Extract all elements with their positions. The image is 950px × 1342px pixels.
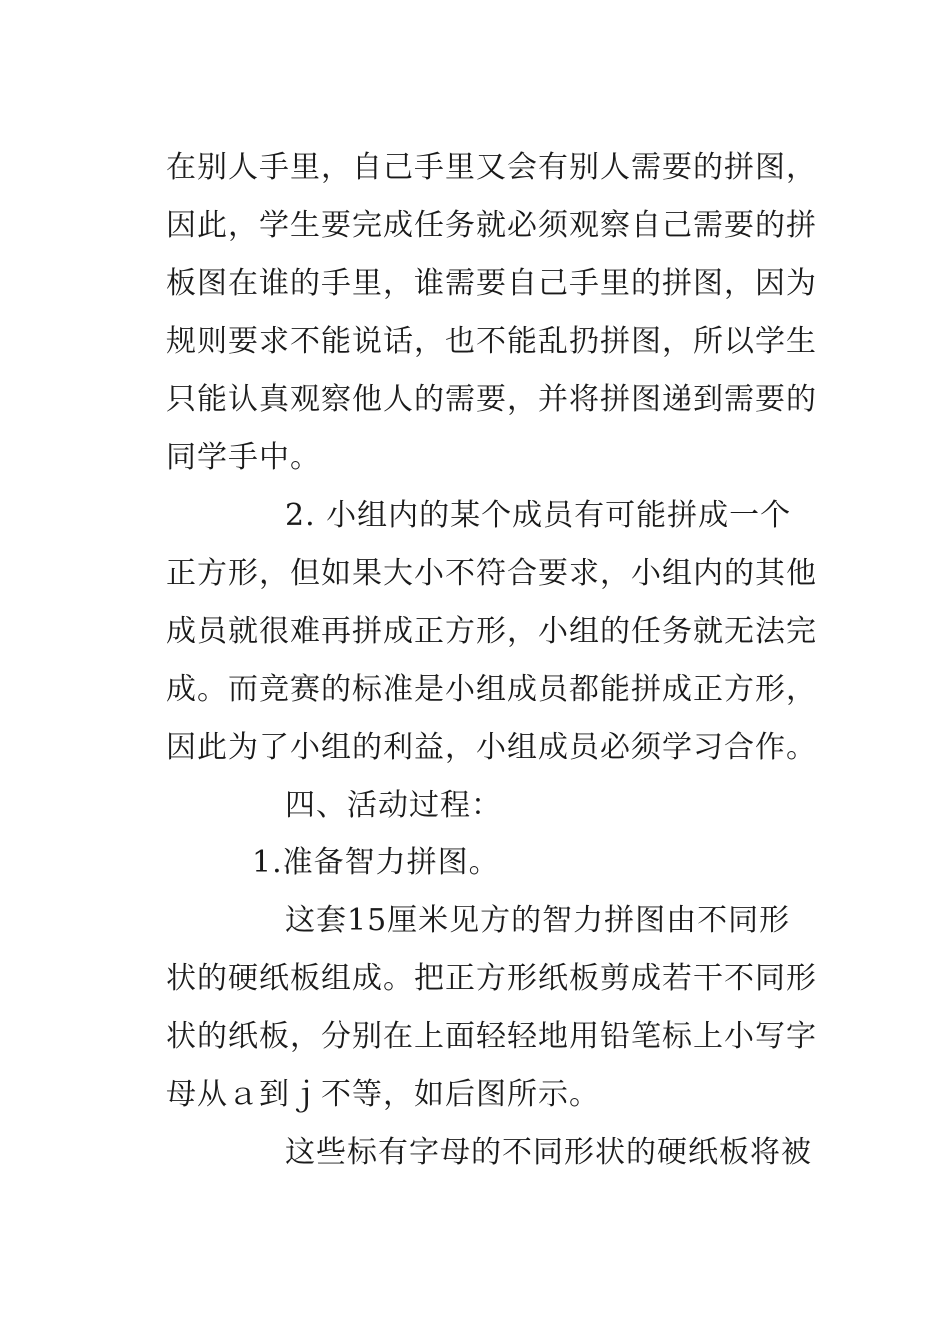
paragraph-line: 因此，学生要完成任务就必须观察自己需要的拼 [166, 208, 817, 243]
paragraph-line: 板图在谁的手里，谁需要自己手里的拼图，因为 [166, 266, 817, 301]
paragraph-line: 只能认真观察他人的需要，并将拼图递到需要的 [166, 382, 817, 417]
paragraph-line: 成员就很难再拼成正方形，小组的任务就无法完 [166, 614, 817, 649]
paragraph-line: 这些标有字母的不同形状的硬纸板将被 [285, 1135, 812, 1170]
paragraph-line: 母从ａ到ｊ不等，如后图所示。 [166, 1077, 600, 1112]
paragraph-line: 因此为了小组的利益，小组成员必须学习合作。 [166, 730, 817, 765]
paragraph-line: 正方形，但如果大小不符合要求，小组内的其他 [166, 556, 817, 591]
section-heading: 四、活动过程： [285, 788, 502, 823]
numbered-item-2: 2. 小组内的某个成员有可能拼成一个 [285, 498, 792, 533]
paragraph-line: 同学手中。 [166, 440, 321, 475]
paragraph-line: 这套15厘米见方的智力拼图由不同形 [285, 903, 791, 938]
paragraph-line: 状的纸板，分别在上面轻轻地用铅笔标上小写字 [166, 1019, 817, 1054]
paragraph-line: 规则要求不能说话，也不能乱扔拼图，所以学生 [166, 324, 817, 359]
paragraph-line: 状的硬纸板组成。把正方形纸板剪成若干不同形 [166, 961, 817, 996]
numbered-item-1: 1.准备智力拼图。 [252, 845, 500, 880]
paragraph-line: 成。而竞赛的标准是小组成员都能拼成正方形， [166, 672, 817, 707]
paragraph-line: 在别人手里，自己手里又会有别人需要的拼图， [166, 150, 817, 185]
